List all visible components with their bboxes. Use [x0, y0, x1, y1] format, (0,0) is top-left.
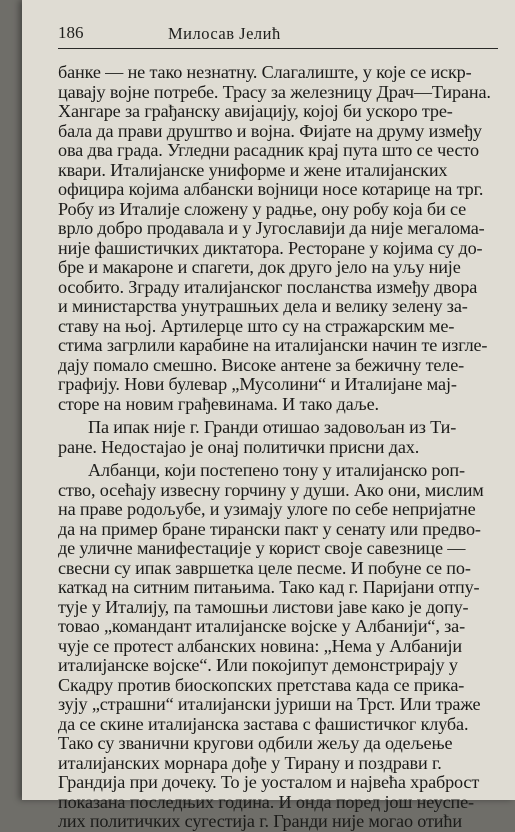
text-line: показана последњих година. И онда поред још неуспе-: [58, 791, 474, 812]
text-line: особито. Зграду италијанског посланства између двора: [58, 276, 478, 297]
text-line: Тако су званични кругови одбили жељу да одељење: [58, 733, 453, 753]
text-line: Хангаре за грађанску авијацију, којој би ускоро тре-: [58, 101, 453, 121]
text-line: цавају војне потребе. Трасу за железницу Драч—Тирана.: [58, 81, 491, 102]
text-line: италијанске војске“. Или покојипут демонстрирају у: [58, 655, 458, 675]
page-header: [58, 22, 498, 49]
text-line: дају помало смешно. Високе антене за бежичну теле-: [58, 354, 465, 375]
text-line: сторе на новим грађевинама. И тако даље.: [58, 393, 379, 414]
text-line: Грандија при дочеку. То је уосталом и највећа храброст: [58, 772, 480, 792]
text-line: ова два града. Угледни расадник крај пута што се често: [58, 140, 479, 160]
book-page: [22, 0, 515, 831]
text-line: каткад на ситним питањима. Тако кад г. Паријани отпу-: [58, 577, 480, 597]
text-line: тује у Италију, па тамошњи листови јаве како је допу-: [58, 596, 469, 617]
text-line: зују „страшни“ италијански јуриши на Трст. Или траже: [58, 694, 481, 714]
text-line: квари. Италијанске униформе и жене италијанских: [58, 159, 448, 180]
text-line: Скадру против биоскопских претстава када се прика-: [58, 674, 465, 695]
text-line: Па ипак није г. Гранди отишао задовољан из Ти-: [88, 417, 457, 437]
running-title: Милосав Јелић: [168, 24, 281, 43]
body-text: [58, 63, 498, 832]
text-line: лих политичких сугестија г. Гранди није могао отићи: [58, 811, 462, 831]
paragraph: [58, 63, 498, 414]
text-line: италијанских морнара дође у Тирану и поздрави г.: [58, 752, 442, 773]
text-line: официра којима албански војници носе котарице на трг.: [58, 179, 484, 199]
page-number: 186: [58, 23, 84, 42]
text-line: ране. Недостајао је онај политички присни дах.: [58, 436, 420, 457]
text-line: банке — не тако незнатну. Слагалиште, у које се искр-: [58, 62, 472, 82]
text-line: ство, осећају извесну горчину у души. Ако они, мислим: [58, 479, 484, 500]
text-line: бре и макароне и спагети, док друго јело на уљу није: [58, 257, 461, 277]
text-line: бала да прави друштво и војна. Фијате на друму између: [58, 120, 482, 141]
text-line: и министарства унутрашњих дела и велику зелену за-: [58, 296, 468, 316]
text-line: да на пример бране тирански пакт у сенату или предво-: [58, 518, 481, 539]
text-line: Робу из Италије сложену у радње, ону робу која би се: [58, 198, 467, 219]
paragraph: [58, 461, 498, 832]
text-line: графију. Нови булевар „Мусолини“ и Италијане мај-: [58, 374, 457, 394]
text-line: није фашистичких диктатора. Ресторане у којима су до-: [58, 237, 483, 258]
text-line: стима загрлили карабине на италијански начин те изгле-: [58, 335, 488, 355]
text-line: Албанци, који постепено тону у италијанско роп-: [88, 460, 465, 480]
text-line: да се скине италијанска застава с фашистичког клуба.: [58, 713, 469, 734]
text-line: свесни су ипак завршетка целе песме. И побуне се по-: [58, 557, 471, 578]
text-line: чује се протест албанских новина: „Нема у Албанији: [58, 635, 462, 656]
text-line: на праве родољубе, и узимају улоге по себе непријатне: [58, 499, 476, 519]
text-line: врло добро продавала и у Југославији да није мегалома-: [58, 218, 485, 238]
text-line: товао „командант италијанске војске у Албанији“, за-: [58, 616, 466, 636]
text-line: де уличне манифестације у корист своје савезнице —: [58, 538, 466, 558]
text-line: ставу на њој. Артилерце што су на стражарским ме-: [58, 315, 455, 336]
paragraph: [58, 418, 498, 457]
